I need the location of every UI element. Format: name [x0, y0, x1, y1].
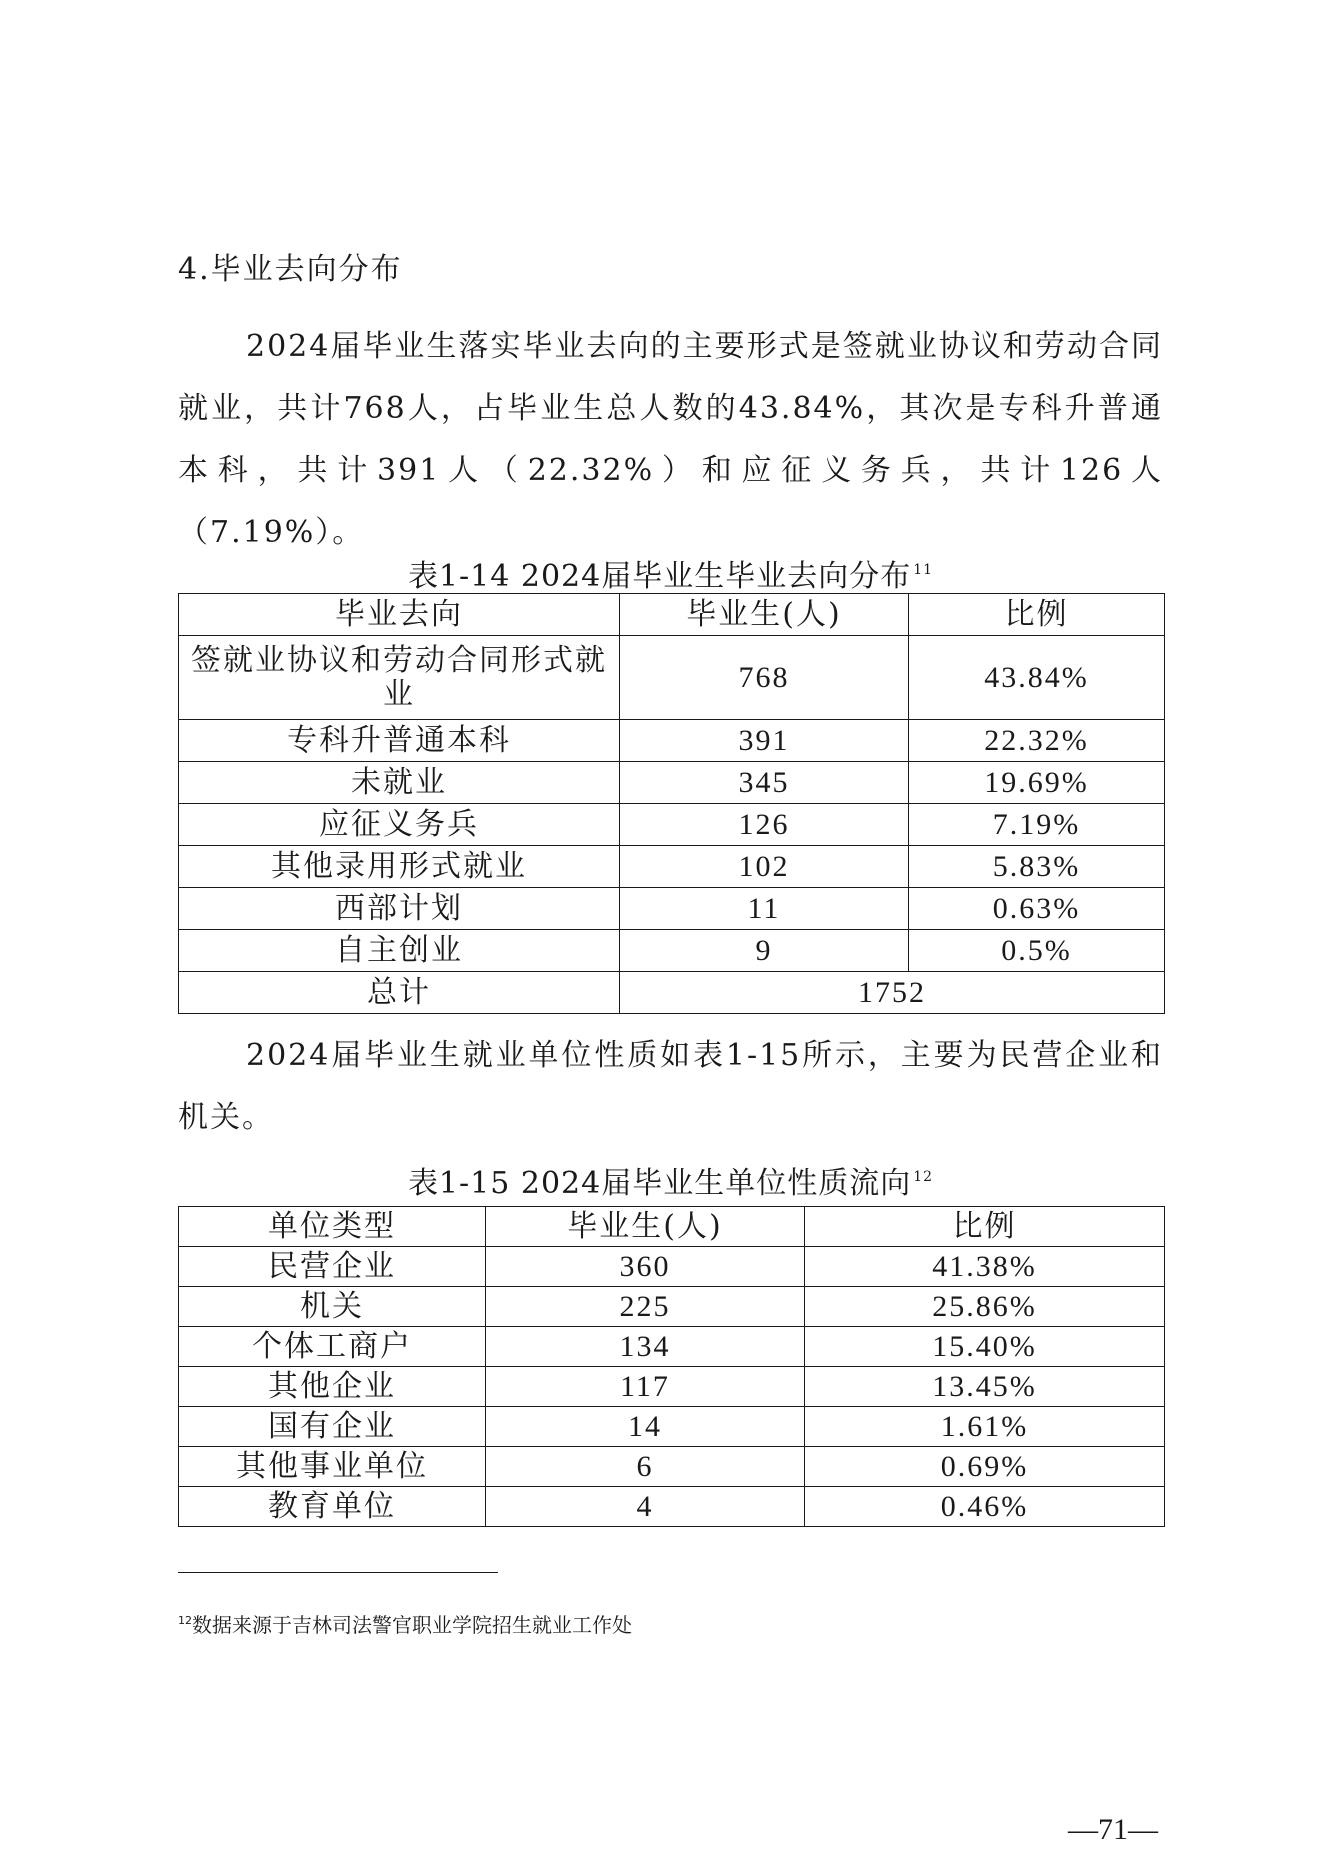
- count-cell: 102: [620, 846, 909, 888]
- ratio-cell: 41.38%: [805, 1247, 1165, 1287]
- section-heading: 4.毕业去向分布: [178, 252, 403, 287]
- destination-cell: 签就业协议和劳动合同形式就业: [179, 636, 620, 720]
- table1-header-cell: 毕业生(人): [620, 594, 909, 636]
- ratio-cell: 0.63%: [909, 888, 1165, 930]
- ratio-cell: 22.32%: [909, 720, 1165, 762]
- destination-distribution-table: [178, 593, 1165, 1014]
- table-row: [179, 720, 1165, 762]
- table-row: [179, 804, 1165, 846]
- table-row: [179, 888, 1165, 930]
- count-cell: 345: [620, 762, 909, 804]
- employer-type-cell: 其他企业: [179, 1367, 486, 1407]
- table1-caption: [178, 550, 1163, 597]
- total-value-cell: 1752: [620, 972, 1165, 1014]
- ratio-cell: 0.5%: [909, 930, 1165, 972]
- ratio-cell: 25.86%: [805, 1287, 1165, 1327]
- count-cell: 117: [486, 1367, 805, 1407]
- page-number: —71—: [1068, 1813, 1158, 1846]
- footnote: [178, 1607, 632, 1639]
- count-cell: 134: [486, 1327, 805, 1367]
- count-cell: 391: [620, 720, 909, 762]
- employer-type-table: [178, 1206, 1165, 1527]
- table2-footnote-ref: 12: [913, 1169, 934, 1185]
- footnote-marker: 12: [178, 1614, 192, 1627]
- paragraph-employer-types: 2024届毕业生就业单位性质如表1-15所示，主要为民营企业和机关。: [178, 1038, 1163, 1135]
- table1-total-row: [179, 972, 1165, 1014]
- table2-caption-text: 表1-15 2024届毕业生单位性质流向: [407, 1166, 912, 1201]
- ratio-cell: 13.45%: [805, 1367, 1165, 1407]
- count-cell: 126: [620, 804, 909, 846]
- destination-cell: 应征义务兵: [179, 804, 620, 846]
- footnote-text: 数据来源于吉林司法警官职业学院招生就业工作处: [192, 1613, 632, 1637]
- ratio-cell: 1.61%: [805, 1407, 1165, 1447]
- table1-header-cell: 毕业去向: [179, 594, 620, 636]
- employer-type-cell: 民营企业: [179, 1247, 486, 1287]
- table2-caption: [178, 1157, 1163, 1204]
- count-cell: 768: [620, 636, 909, 720]
- table2-header-cell: 毕业生(人): [486, 1207, 805, 1247]
- footnote-separator: [178, 1572, 498, 1573]
- count-cell: 6: [486, 1447, 805, 1487]
- table-row: [179, 930, 1165, 972]
- table-row: [179, 1367, 1165, 1407]
- count-cell: 14: [486, 1407, 805, 1447]
- count-cell: 225: [486, 1287, 805, 1327]
- count-cell: 4: [486, 1487, 805, 1527]
- ratio-cell: 7.19%: [909, 804, 1165, 846]
- table2-header-cell: 比例: [805, 1207, 1165, 1247]
- employer-type-cell: 国有企业: [179, 1407, 486, 1447]
- count-cell: 11: [620, 888, 909, 930]
- destination-cell: 其他录用形式就业: [179, 846, 620, 888]
- table-row: [179, 1407, 1165, 1447]
- destination-cell: 未就业: [179, 762, 620, 804]
- destination-cell: 西部计划: [179, 888, 620, 930]
- table-row: [179, 636, 1165, 720]
- ratio-cell: 15.40%: [805, 1327, 1165, 1367]
- ratio-cell: 19.69%: [909, 762, 1165, 804]
- table1-caption-text: 表1-14 2024届毕业生毕业去向分布: [407, 559, 912, 594]
- destination-cell: 专科升普通本科: [179, 720, 620, 762]
- table1-header-cell: 比例: [909, 594, 1165, 636]
- table-row: [179, 1247, 1165, 1287]
- total-label-cell: 总计: [179, 972, 620, 1014]
- ratio-cell: 43.84%: [909, 636, 1165, 720]
- employer-type-cell: 个体工商户: [179, 1327, 486, 1367]
- table2-header-row: [179, 1207, 1165, 1247]
- table-row: [179, 1287, 1165, 1327]
- employer-type-cell: 教育单位: [179, 1487, 486, 1527]
- table-row: [179, 846, 1165, 888]
- paragraph-graduate-destinations: 2024届毕业生落实毕业去向的主要形式是签就业协议和劳动合同就业，共计768人，占毕业生总人数的43.84%，其次是专科升普通本科，共计391人（22.32%）和应征义务兵，共计126人（7.19%）。: [178, 329, 1163, 550]
- table-row: [179, 762, 1165, 804]
- count-cell: 360: [486, 1247, 805, 1287]
- table-row: [179, 1327, 1165, 1367]
- ratio-cell: 5.83%: [909, 846, 1165, 888]
- destination-cell: 自主创业: [179, 930, 620, 972]
- ratio-cell: 0.69%: [805, 1447, 1165, 1487]
- table2-header-cell: 单位类型: [179, 1207, 486, 1247]
- employer-type-cell: 机关: [179, 1287, 486, 1327]
- ratio-cell: 0.46%: [805, 1487, 1165, 1527]
- table-row: [179, 1447, 1165, 1487]
- table1-footnote-ref: 11: [913, 562, 934, 578]
- count-cell: 9: [620, 930, 909, 972]
- table-row: [179, 1487, 1165, 1527]
- table1-header-row: [179, 594, 1165, 636]
- employer-type-cell: 其他事业单位: [179, 1447, 486, 1487]
